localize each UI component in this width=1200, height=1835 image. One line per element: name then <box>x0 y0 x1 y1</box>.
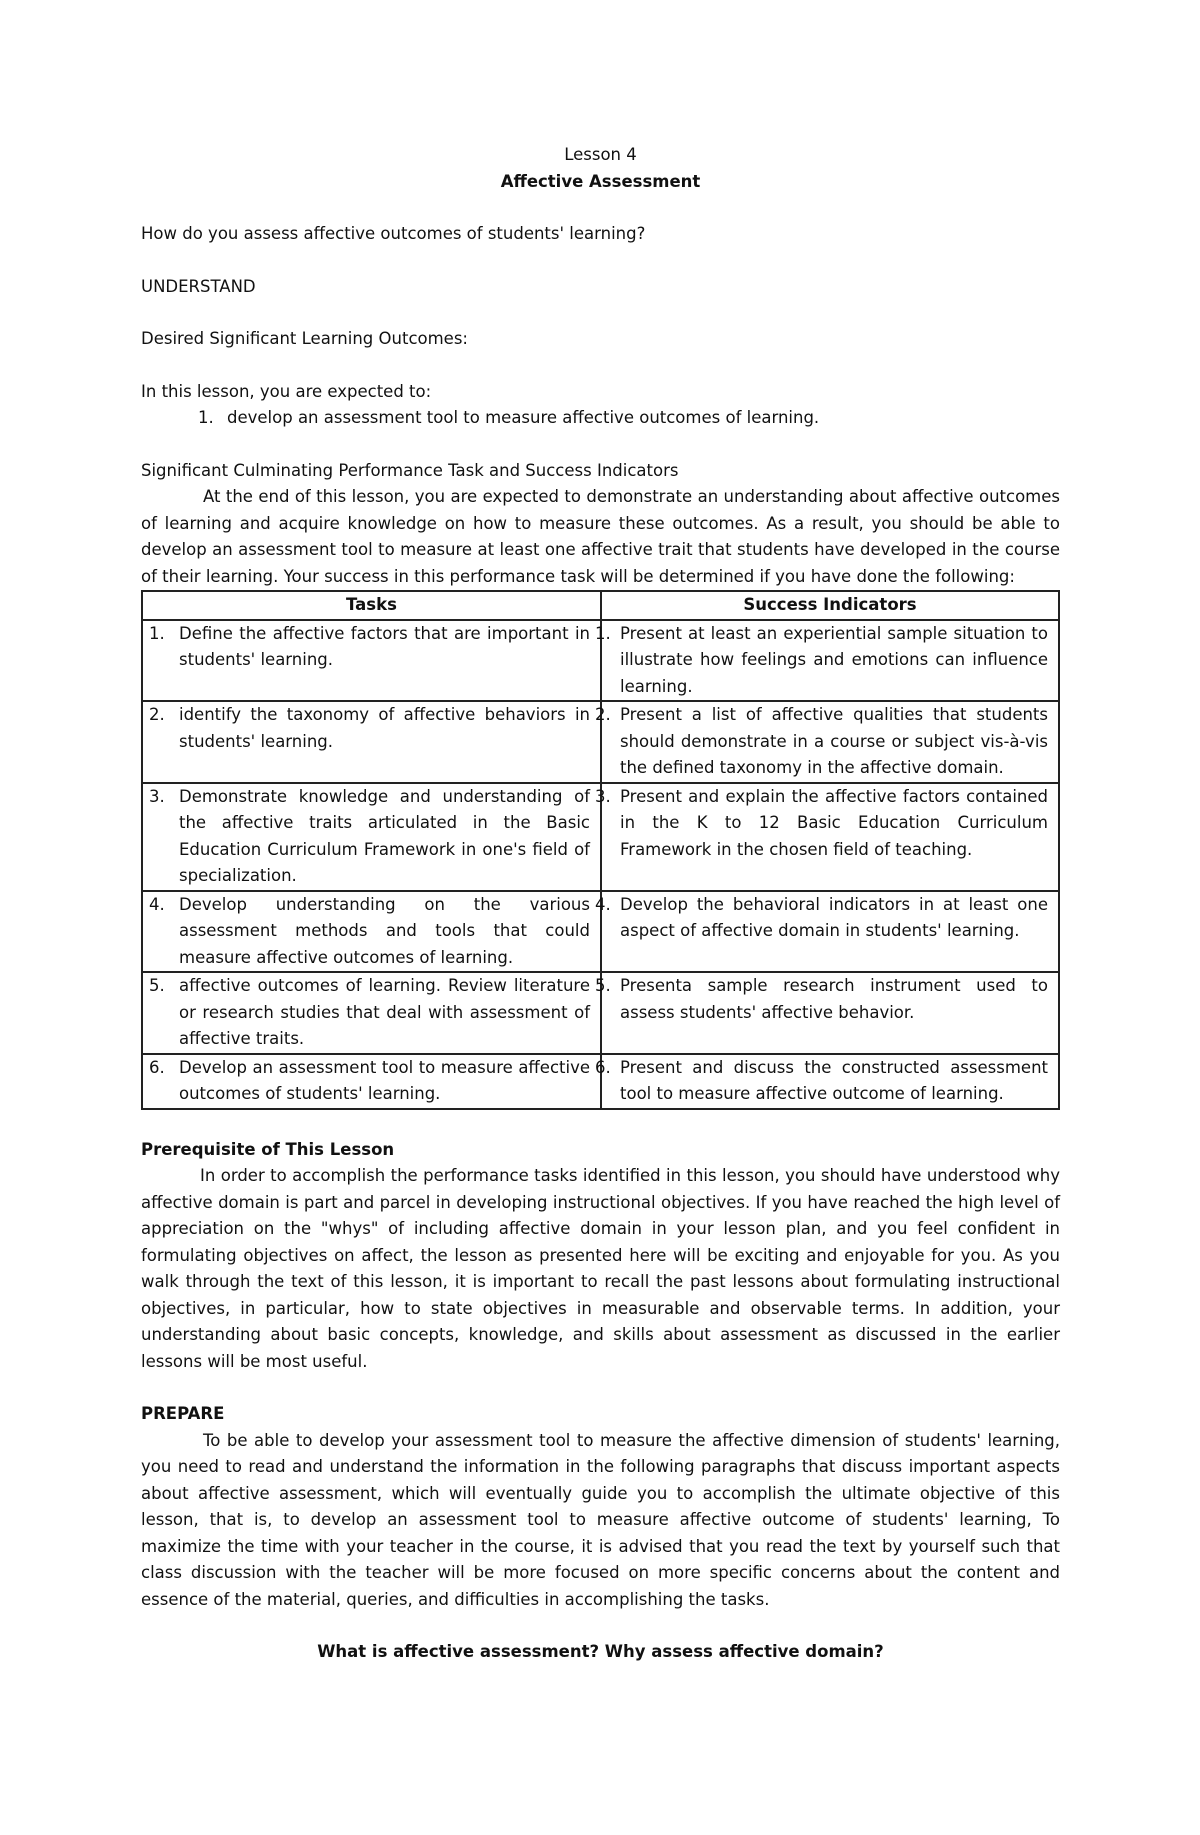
task-cell <box>142 620 601 702</box>
prepare-paragraph: To be able to develop your assessment tool to measure the affective dimension of students' learning, you need to read and understand the information in the following paragraphs that discuss important aspects about affective assessment, which will eventually guide you to accomplish the ultimate objective of this lesson, that is, to develop an assessment tool to measure affective outcome of students' learning, To maximize the time with your teacher in the course, it is advised that you read the text by yourself such that class discussion with the teacher will be more focused on more specific concerns about the content and essence of the material, queries, and difficulties in accomplishing the tasks. <box>141 1430 1060 1609</box>
objectives-intro: In this lesson, you are expected to: <box>141 381 432 401</box>
indicator-number: 6. <box>595 1057 611 1077</box>
culminating-heading: Significant Culminating Performance Task and Success Indicators <box>141 460 679 480</box>
task-text: identify the taxonomy of affective behaviors in students' learning. <box>179 705 590 751</box>
task-text: affective outcomes of learning. Review literature or research studies that deal with assessment of affective traits. <box>179 976 590 1048</box>
indicator-number: 3. <box>595 786 611 806</box>
closing-question: What is affective assessment? Why assess affective domain? <box>317 1642 884 1661</box>
indicator-cell <box>595 972 1059 1054</box>
indicator-text: Present and explain the affective factors contained in the K to 12 Basic Education Curriculum Framework in the chosen field of teaching. <box>620 786 1048 859</box>
task-cell <box>142 972 601 1054</box>
indicator-number: 2. <box>595 705 611 724</box>
task-cell <box>142 891 601 973</box>
task-number: 6. <box>149 1057 165 1077</box>
task-number: 5. <box>149 976 165 995</box>
indicator-number: 4. <box>595 894 611 914</box>
table-row <box>142 891 1059 973</box>
indicator-cell <box>595 891 1059 973</box>
table-row <box>142 1054 1059 1109</box>
lesson-title: Affective Assessment <box>500 171 701 191</box>
task-cell <box>142 783 601 891</box>
task-text: Develop understanding on the various assessment methods and tools that could measure affective outcomes of learning. <box>179 894 590 967</box>
indicator-text: Develop the behavioral indicators in at least one aspect of affective domain in students' learning. <box>620 894 1048 940</box>
indicator-number: 5. <box>595 976 611 995</box>
objective-text: develop an assessment tool to measure affective outcomes of learning. <box>227 408 820 427</box>
table-row <box>142 701 1059 783</box>
task-cell <box>142 1054 601 1109</box>
objective-item <box>198 405 1060 432</box>
task-number: 2. <box>149 705 165 724</box>
table-header-row <box>142 591 1059 620</box>
understand-heading: UNDERSTAND <box>141 276 256 296</box>
indicator-text: Presenta sample research instrument used to assess students' affective behavior. <box>620 976 1048 1022</box>
task-number: 1. <box>149 623 165 643</box>
indicators-header: Success Indicators <box>601 591 1059 620</box>
prerequisite-heading: Prerequisite of This Lesson <box>141 1139 395 1159</box>
indicator-cell <box>595 701 1059 783</box>
indicator-text: Present a list of affective qualities that students should demonstrate in a course or subject vis-à-vis the defined taxonomy in the affective domain. <box>620 705 1048 777</box>
task-text: Develop an assessment tool to measure affective outcomes of students' learning. <box>179 1057 590 1103</box>
indicator-cell <box>595 620 1059 702</box>
prerequisite-paragraph: In order to accomplish the performance tasks identified in this lesson, you should have understood why affective domain is part and parcel in developing instructional objectives. If you have reached the high level of appreciation on the "whys" of including affective domain in your lesson plan, and you feel confident in formulating objectives on affect, the lesson as presented here will be exciting and enjoyable for you. As you walk through the text of this lesson, it is important to recall the past lessons about formulating instructional objectives, in particular, how to state objectives in measurable and observable terms. In addition, your understanding about basic concepts, knowledge, and skills about assessment as discussed in the earlier lessons will be most useful. <box>141 1166 1060 1371</box>
culminating-paragraph: At the end of this lesson, you are expected to demonstrate an understanding about affective outcomes of learning and acquire knowledge on how to measure these outcomes. As a result, you should be able to develop an assessment tool to measure at least one affective trait that students have developed in the course of their learning. Your success in this performance task will be determined if you have done the following: <box>141 487 1060 586</box>
prepare-heading: PREPARE <box>141 1404 225 1423</box>
task-cell <box>142 701 601 783</box>
table-row <box>142 972 1059 1054</box>
indicator-text: Present at least an experiential sample situation to illustrate how feelings and emotions can influence learning. <box>620 623 1048 696</box>
outcomes-heading: Desired Significant Learning Outcomes: <box>141 329 468 348</box>
task-number: 4. <box>149 894 165 914</box>
task-text: Demonstrate knowledge and understanding of the affective traits articulated in the Basic Education Curriculum Framework in one's field of specialization. <box>179 786 590 885</box>
tasks-header: Tasks <box>142 591 601 620</box>
indicator-number: 1. <box>595 623 611 643</box>
task-text: Define the affective factors that are important in students' learning. <box>179 623 590 669</box>
lesson-question: How do you assess affective outcomes of students' learning? <box>141 224 646 243</box>
lesson-number: Lesson 4 <box>564 145 637 164</box>
indicator-cell <box>595 1054 1059 1109</box>
task-number: 3. <box>149 786 165 806</box>
table-row <box>142 620 1059 702</box>
objective-number: 1. <box>198 408 214 427</box>
indicator-text: Present and discuss the constructed assessment tool to measure affective outcome of learning. <box>620 1057 1048 1103</box>
indicator-cell <box>595 783 1059 891</box>
tasks-table <box>141 590 1060 1110</box>
table-row <box>142 783 1059 891</box>
